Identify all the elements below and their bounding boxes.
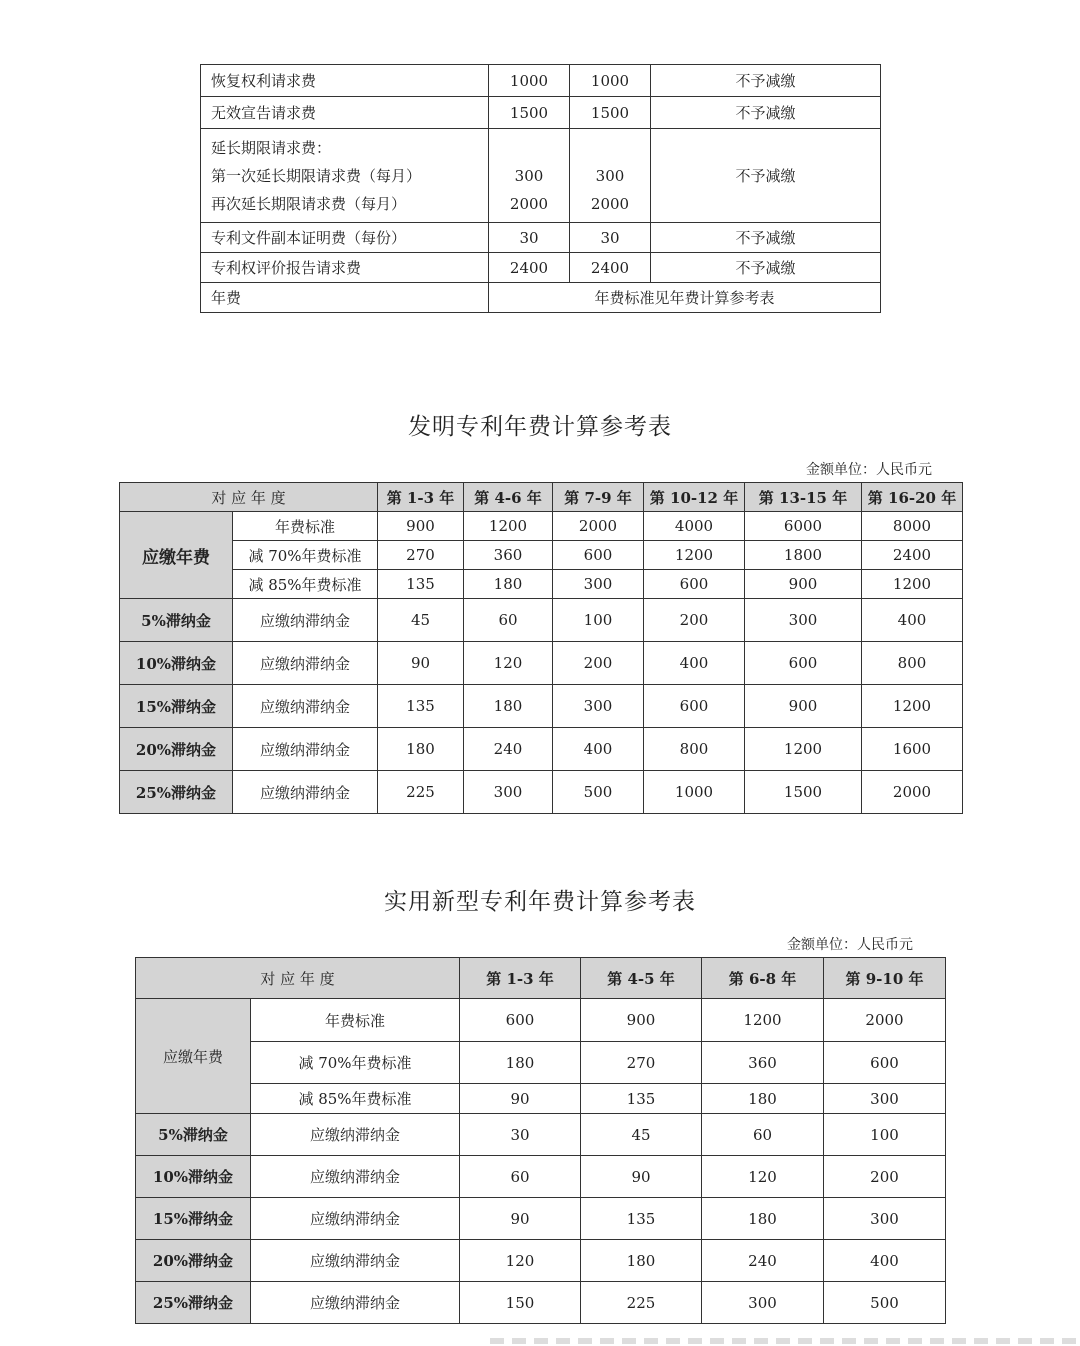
cell: 180	[378, 728, 464, 771]
fee-name: 无效宣告请求费	[201, 97, 489, 129]
row-label: 应缴纳滞纳金	[251, 1114, 460, 1156]
utility-header-label: 对 应 年 度	[136, 958, 460, 999]
cell: 900	[378, 512, 464, 541]
cell: 90	[460, 1198, 581, 1240]
cell: 90	[460, 1084, 581, 1114]
cell: 1200	[464, 512, 553, 541]
cell: 135	[581, 1198, 702, 1240]
cell: 2000	[862, 771, 963, 814]
cell: 900	[745, 570, 862, 599]
invention-header-label: 对 应 年 度	[120, 483, 378, 512]
invention-group-label: 应缴年费	[120, 512, 233, 599]
invention-header-row	[120, 483, 963, 512]
late-fee-label: 15%滞纳金	[136, 1198, 251, 1240]
cell: 300	[702, 1282, 824, 1324]
row-label: 减 85%年费标准	[251, 1084, 460, 1114]
extension-first-v1: 300	[514, 166, 544, 185]
cell: 800	[644, 728, 745, 771]
extension-again-v2: 2000	[590, 194, 630, 213]
fee-name: 专利权评价报告请求费	[201, 253, 489, 283]
cell: 135	[378, 570, 464, 599]
cell: 225	[378, 771, 464, 814]
cell: 180	[702, 1198, 824, 1240]
cell: 45	[581, 1114, 702, 1156]
cell: 2000	[553, 512, 644, 541]
cell: 1200	[862, 570, 963, 599]
table-row	[120, 599, 963, 642]
fee-row	[201, 223, 881, 253]
cell: 120	[460, 1240, 581, 1282]
fee-value-2: 1000	[570, 65, 651, 97]
cell: 100	[553, 599, 644, 642]
cell: 400	[553, 728, 644, 771]
cell: 180	[464, 685, 553, 728]
table-row	[136, 999, 946, 1042]
cell: 45	[378, 599, 464, 642]
cell: 1800	[745, 541, 862, 570]
cell: 900	[745, 685, 862, 728]
fee-note: 不予减缴	[651, 65, 881, 97]
cell: 600	[644, 685, 745, 728]
extension-again-v1: 2000	[509, 194, 549, 213]
cell: 240	[702, 1240, 824, 1282]
fee-note: 不予减缴	[651, 97, 881, 129]
cell: 180	[702, 1084, 824, 1114]
table-row	[136, 1114, 946, 1156]
cell: 1200	[745, 728, 862, 771]
table-row	[120, 728, 963, 771]
table-row	[120, 512, 963, 541]
utility-group-label: 应缴年费	[136, 999, 251, 1114]
row-label: 年费标准	[233, 512, 378, 541]
cell: 600	[745, 642, 862, 685]
invention-table-title: 发明专利年费计算参考表	[408, 414, 672, 440]
footer-watermark-strip	[490, 1338, 1080, 1344]
table-row	[120, 541, 963, 570]
cell: 180	[460, 1042, 581, 1084]
cell: 1200	[702, 999, 824, 1042]
period-header: 第 4-6 年	[464, 483, 553, 512]
late-fee-label: 25%滞纳金	[120, 771, 233, 814]
extension-values-2	[570, 129, 651, 223]
cell: 600	[824, 1042, 946, 1084]
row-label: 应缴纳滞纳金	[233, 642, 378, 685]
invention-fee-table	[119, 482, 963, 814]
row-label: 应缴纳滞纳金	[251, 1282, 460, 1324]
row-label: 减 85%年费标准	[233, 570, 378, 599]
cell: 270	[581, 1042, 702, 1084]
cell: 1200	[862, 685, 963, 728]
period-header: 第 9-10 年	[824, 958, 946, 999]
late-fee-label: 10%滞纳金	[136, 1156, 251, 1198]
cell: 30	[460, 1114, 581, 1156]
cell: 2400	[862, 541, 963, 570]
cell: 120	[702, 1156, 824, 1198]
cell: 600	[553, 541, 644, 570]
table-row	[136, 1156, 946, 1198]
utility-header-row	[136, 958, 946, 999]
fee-value-1: 30	[489, 223, 570, 253]
fee-value-2: 30	[570, 223, 651, 253]
invention-unit-label: 金额单位：人民币元	[806, 462, 932, 478]
fee-value-1: 2400	[489, 253, 570, 283]
table-row	[120, 570, 963, 599]
row-label: 应缴纳滞纳金	[233, 771, 378, 814]
cell: 600	[460, 999, 581, 1042]
table-row	[136, 1084, 946, 1114]
cell: 300	[745, 599, 862, 642]
fee-row	[201, 65, 881, 97]
cell: 900	[581, 999, 702, 1042]
extension-note: 不予减缴	[651, 129, 881, 223]
table-row	[136, 1240, 946, 1282]
table-row	[120, 642, 963, 685]
cell: 4000	[644, 512, 745, 541]
cell: 300	[553, 570, 644, 599]
cell: 600	[644, 570, 745, 599]
period-header: 第 1-3 年	[378, 483, 464, 512]
fee-name: 专利文件副本证明费（每份）	[201, 223, 489, 253]
late-fee-label: 20%滞纳金	[136, 1240, 251, 1282]
extension-names	[201, 129, 489, 223]
period-header: 第 10-12 年	[644, 483, 745, 512]
late-fee-label: 20%滞纳金	[120, 728, 233, 771]
cell: 200	[644, 599, 745, 642]
cell: 1600	[862, 728, 963, 771]
extension-header: 延长期限请求费：	[211, 138, 332, 157]
cell: 225	[581, 1282, 702, 1324]
extension-again-label: 再次延长期限请求费（每月）	[211, 194, 407, 213]
table-row	[136, 1282, 946, 1324]
cell: 400	[862, 599, 963, 642]
cell: 400	[644, 642, 745, 685]
cell: 1200	[644, 541, 745, 570]
row-label: 应缴纳滞纳金	[251, 1240, 460, 1282]
cell: 60	[702, 1114, 824, 1156]
period-header: 第 4-5 年	[581, 958, 702, 999]
fee-value-1: 1500	[489, 97, 570, 129]
extension-first-label: 第一次延长期限请求费（每月）	[211, 166, 422, 185]
late-fee-label: 25%滞纳金	[136, 1282, 251, 1324]
utility-fee-table	[135, 957, 946, 1324]
utility-unit-label: 金额单位：人民币元	[787, 937, 913, 953]
cell: 300	[464, 771, 553, 814]
row-label: 应缴纳滞纳金	[251, 1198, 460, 1240]
late-fee-label: 5%滞纳金	[120, 599, 233, 642]
table-row	[136, 1198, 946, 1240]
fee-row-extension	[201, 129, 881, 223]
late-fee-label: 5%滞纳金	[136, 1114, 251, 1156]
extension-values-1	[489, 129, 570, 223]
fee-row	[201, 253, 881, 283]
period-header: 第 13-15 年	[745, 483, 862, 512]
fee-value-1: 1000	[489, 65, 570, 97]
cell: 180	[581, 1240, 702, 1282]
cell: 500	[824, 1282, 946, 1324]
cell: 800	[862, 642, 963, 685]
period-header: 第 16-20 年	[862, 483, 963, 512]
row-label: 减 70%年费标准	[233, 541, 378, 570]
fee-value-2: 2400	[570, 253, 651, 283]
fee-table	[200, 64, 881, 313]
cell: 300	[553, 685, 644, 728]
row-label: 应缴纳滞纳金	[251, 1156, 460, 1198]
cell: 360	[702, 1042, 824, 1084]
extension-first-v2: 300	[595, 166, 625, 185]
row-label: 应缴纳滞纳金	[233, 685, 378, 728]
cell: 270	[378, 541, 464, 570]
fee-row	[201, 97, 881, 129]
cell: 200	[553, 642, 644, 685]
cell: 400	[824, 1240, 946, 1282]
period-header: 第 6-8 年	[702, 958, 824, 999]
cell: 120	[464, 642, 553, 685]
cell: 100	[824, 1114, 946, 1156]
table-row	[120, 685, 963, 728]
cell: 60	[460, 1156, 581, 1198]
row-label: 应缴纳滞纳金	[233, 599, 378, 642]
fee-name: 恢复权利请求费	[201, 65, 489, 97]
fee-note: 不予减缴	[651, 253, 881, 283]
cell: 360	[464, 541, 553, 570]
cell: 300	[824, 1198, 946, 1240]
cell: 8000	[862, 512, 963, 541]
table-row	[120, 771, 963, 814]
table-row	[136, 1042, 946, 1084]
annual-note: 年费标准见年费计算参考表	[489, 283, 881, 313]
cell: 90	[581, 1156, 702, 1198]
period-header: 第 7-9 年	[553, 483, 644, 512]
fee-value-2: 1500	[570, 97, 651, 129]
utility-table-title: 实用新型专利年费计算参考表	[384, 889, 696, 915]
cell: 500	[553, 771, 644, 814]
cell: 90	[378, 642, 464, 685]
fee-note: 不予减缴	[651, 223, 881, 253]
cell: 180	[464, 570, 553, 599]
row-label: 应缴纳滞纳金	[233, 728, 378, 771]
cell: 135	[581, 1084, 702, 1114]
cell: 300	[824, 1084, 946, 1114]
cell: 200	[824, 1156, 946, 1198]
cell: 135	[378, 685, 464, 728]
fee-row-annual	[201, 283, 881, 313]
cell: 2000	[824, 999, 946, 1042]
row-label: 年费标准	[251, 999, 460, 1042]
cell: 150	[460, 1282, 581, 1324]
cell: 1500	[745, 771, 862, 814]
cell: 240	[464, 728, 553, 771]
annual-name: 年费	[201, 283, 489, 313]
cell: 6000	[745, 512, 862, 541]
late-fee-label: 15%滞纳金	[120, 685, 233, 728]
late-fee-label: 10%滞纳金	[120, 642, 233, 685]
period-header: 第 1-3 年	[460, 958, 581, 999]
row-label: 减 70%年费标准	[251, 1042, 460, 1084]
cell: 1000	[644, 771, 745, 814]
cell: 60	[464, 599, 553, 642]
